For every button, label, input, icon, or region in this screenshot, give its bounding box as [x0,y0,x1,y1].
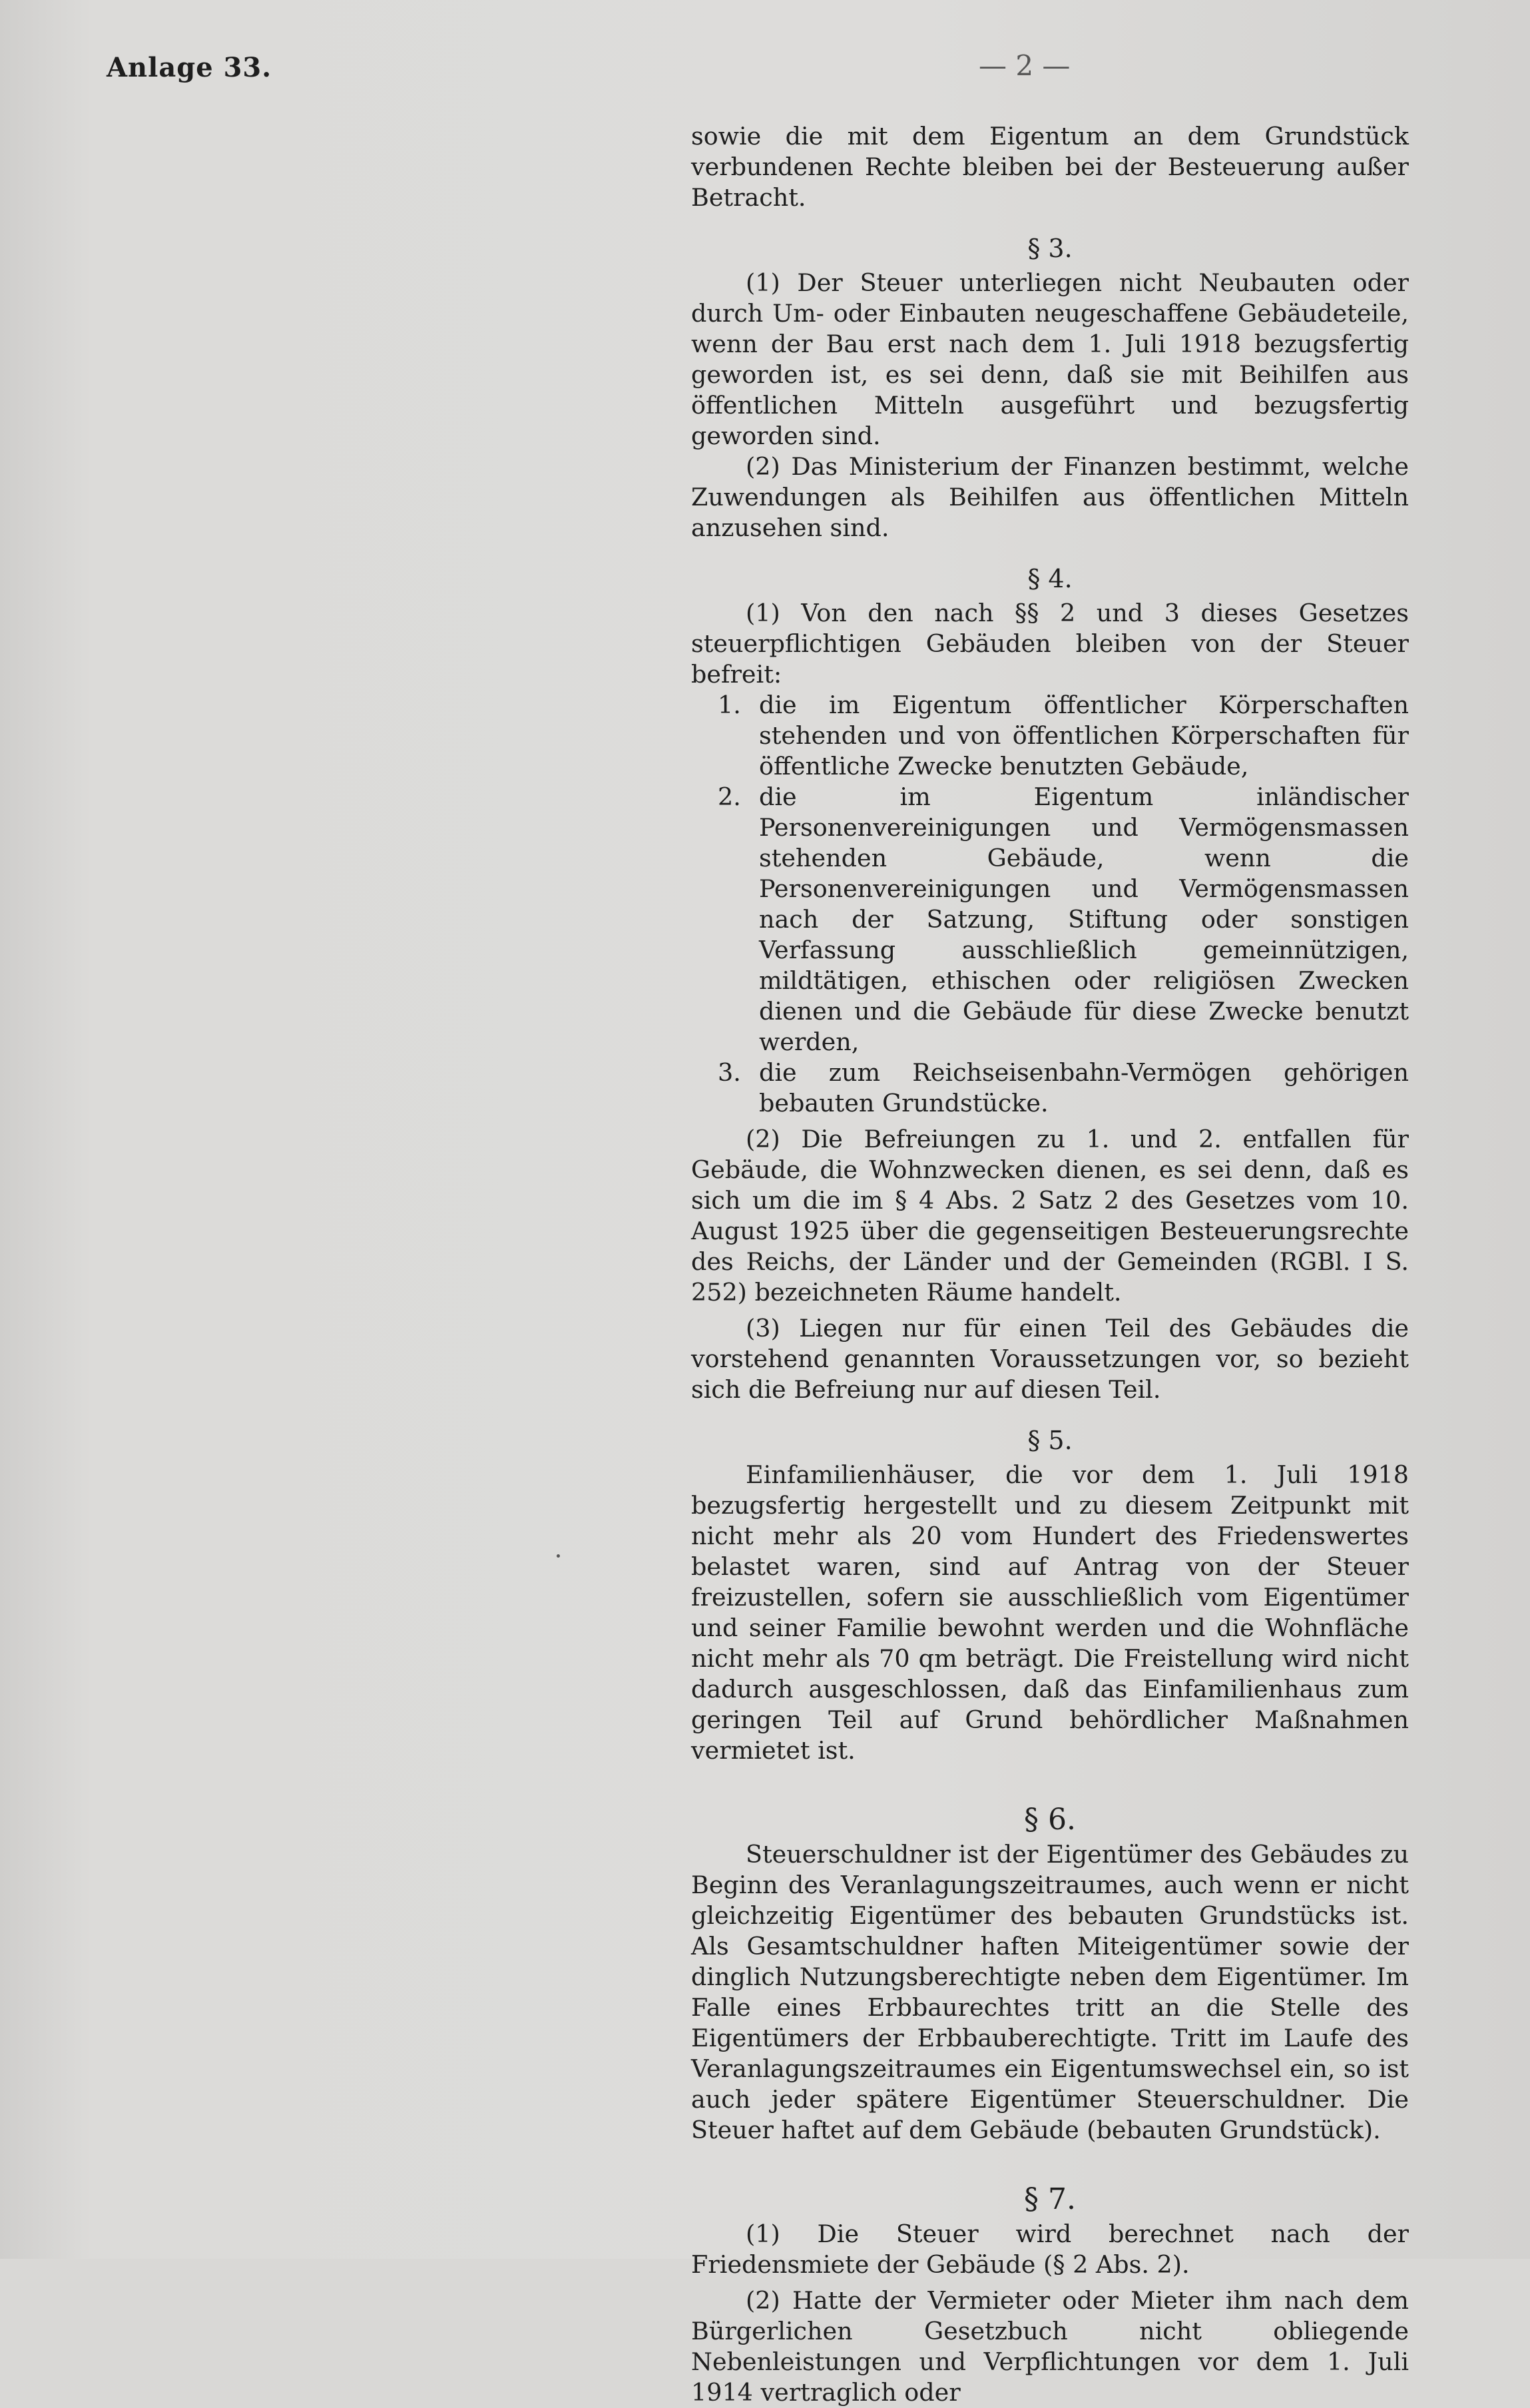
section-5-heading: § 5. [1027,1426,1073,1455]
appendix-label: Anlage 33. [107,52,272,83]
list-item [691,782,1409,1057]
intro-paragraph: sowie die mit dem Eigentum an dem Grundstück verbundenen Rechte bleiben bei der Besteuerung außer Betracht. [691,122,1409,212]
text-column [691,121,1409,2408]
print-speck [557,1554,560,1558]
list-item-number: 3. [718,1058,741,1087]
list-item [691,690,1409,782]
section-7-paragraph-2: (2) Hatte der Vermieter oder Mieter ihm nach dem Bürgerlichen Gesetzbuch nicht obliegende Nebenleistungen und Verpflichtungen vor dem 1. Juli 1914 vertraglich oder [691,2286,1409,2407]
section-3-heading: § 3. [1027,234,1073,263]
list-item-text: die im Eigentum inländischer Personenvereinigungen und Vermögensmassen stehenden Gebäude, wenn die Personenvereinigungen und Vermögensmassen nach der Satzung, Stiftung oder sonstigen Verfassung ausschließlich gemeinnützigen, mildtätigen, ethischen oder religiösen Zwecken dienen und die Gebäude für diese Zwecke benutzt werden, [759,782,1409,1056]
list-item-text: die zum Reichseisenbahn-Vermögen gehörigen bebauten Grundstücke. [759,1058,1409,1117]
section-3-paragraph-2: (2) Das Ministerium der Finanzen bestimmt, welche Zuwendungen als Beihilfen aus öffentlichen Mitteln anzusehen sind. [691,452,1409,542]
section-4-paragraph-2: (2) Die Befreiungen zu 1. und 2. entfallen für Gebäude, die Wohnzwecken dienen, es sei denn, daß es sich um die im § 4 Abs. 2 Satz 2 des Gesetzes vom 10. August 1925 über die gegenseitigen Besteuerungsrechte des Reichs, der Länder und der Gemeinden (RGBl. I S. 252) bezeichneten Räume handelt. [691,1125,1409,1307]
section-7-heading: § 7. [1024,2182,1076,2216]
section-6-heading: § 6. [1024,1803,1076,1837]
section-3-paragraph-1: (1) Der Steuer unterliegen nicht Neubauten oder durch Um- oder Einbauten neugeschaffene Gebäudeteile, wenn der Bau erst nach dem 1. Juli 1918 bezugsfertig geworden ist, es sei denn, daß sie mit Beihilfen aus öffentlichen Mitteln ausgeführt und bezugsfertig geworden sind. [691,268,1409,450]
list-item-number: 1. [718,691,741,719]
section-6-paragraph-1: Steuerschuldner ist der Eigentümer des Gebäudes zu Beginn des Veranlagungszeitraumes, auch wenn er nicht gleichzeitig Eigentümer des bebauten Grundstücks ist. Als Gesamtschuldner haften Miteigentümer sowie der dinglich Nutzungsberechtigte neben dem Eigentümer. Im Falle eines Erbbaurechtes tritt an die Stelle des Eigentümers der Erbbauberechtigte. Tritt im Laufe des Veranlagungszeitraumes ein Eigentumswechsel ein, so ist auch jeder spätere Eigentümer Steuerschuldner. Die Steuer haftet auf dem Gebäude (bebauten Grundstück). [691,1840,1409,2144]
section-4-paragraph-3: (3) Liegen nur für einen Teil des Gebäudes die vorstehend genannten Voraussetzungen vor, so bezieht sich die Befreiung nur auf diesen Teil. [691,1314,1409,1404]
list-item-number: 2. [718,782,741,811]
section-4-heading: § 4. [1027,564,1073,593]
page-number: — 2 — [979,49,1071,82]
section-7-paragraph-1: (1) Die Steuer wird berechnet nach der Friedensmiete der Gebäude (§ 2 Abs. 2). [691,2220,1409,2279]
section-4-paragraph-1: (1) Von den nach §§ 2 und 3 dieses Gesetzes steuerpflichtigen Gebäuden bleiben von der Steuer befreit: [691,599,1409,689]
list-item [691,1057,1409,1119]
section-5-paragraph-1: Einfamilienhäuser, die vor dem 1. Juli 1918 bezugsfertig hergestellt und zu diesem Zeitpunkt mit nicht mehr als 20 vom Hundert des Friedenswertes belastet waren, sind auf Antrag von der Steuer freizustellen, sofern sie ausschließlich vom Eigentümer und seiner Familie bewohnt werden und die Wohnfläche nicht mehr als 70 qm beträgt. Die Freistellung wird nicht dadurch ausgeschlossen, daß das Einfamilienhaus zum geringen Teil auf Grund behördlicher Maßnahmen vermietet ist. [691,1460,1409,1765]
list-item-text: die im Eigentum öffentlicher Körperschaften stehenden und von öffentlichen Körperschaften für öffentliche Zwecke benutzten Gebäude, [759,691,1409,780]
